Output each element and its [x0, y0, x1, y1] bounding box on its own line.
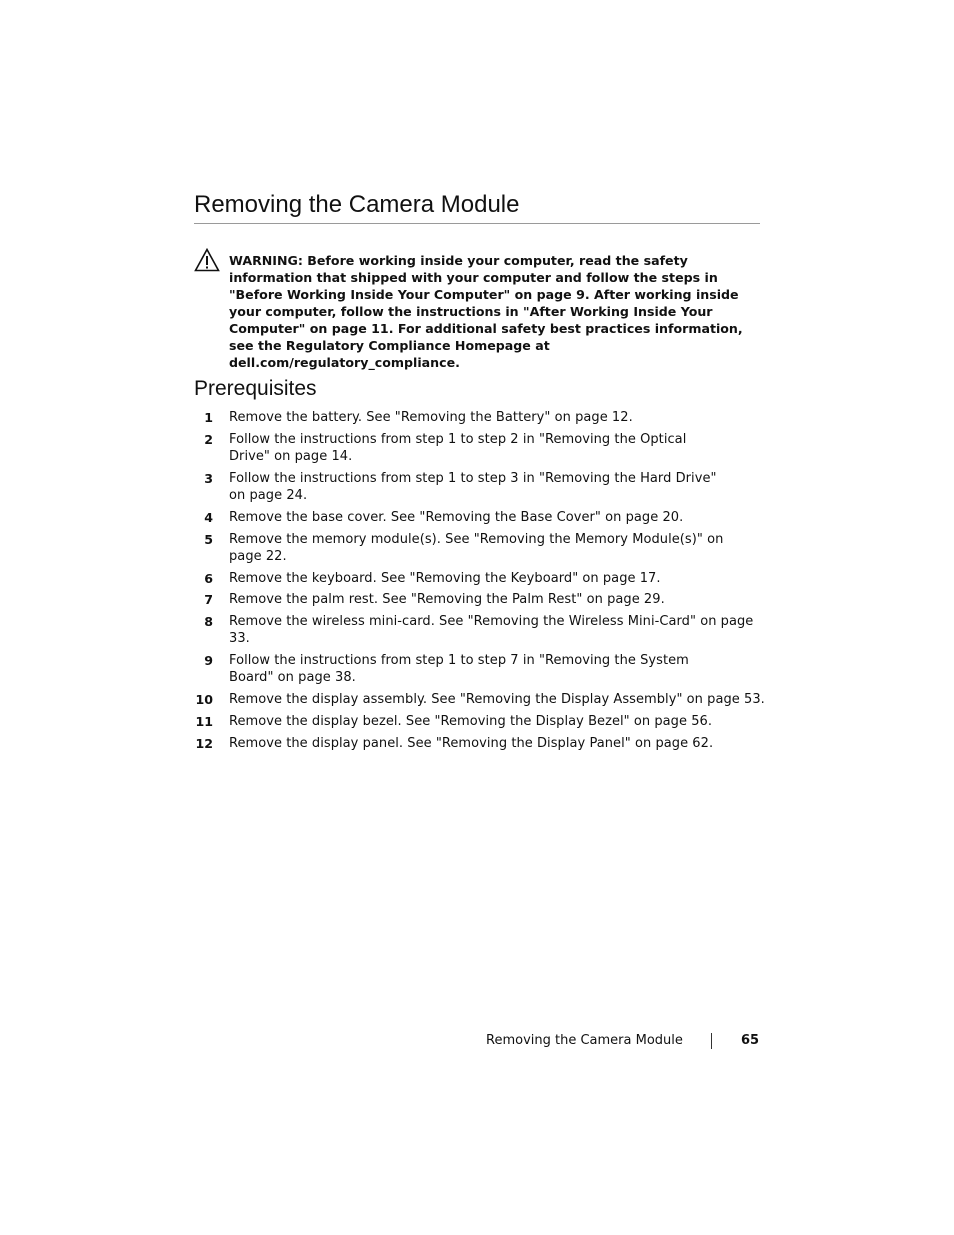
step-text: Remove the base cover. See "Removing the Base Cover" on page 20.: [229, 509, 684, 525]
prerequisite-steps-list: [194, 409, 774, 757]
page-number: 65: [741, 1033, 760, 1048]
step-text: Follow the instructions from step 1 to step 7 in "Removing the System Board" on page 38.: [229, 653, 689, 686]
step-number: 12: [195, 735, 213, 751]
list-item: [194, 409, 774, 426]
list-item: [194, 613, 774, 647]
list-item: [194, 531, 774, 565]
list-item: [194, 591, 774, 608]
list-item: [194, 713, 774, 730]
step-text: Remove the display panel. See "Removing the Display Panel" on page 62.: [229, 735, 714, 751]
list-item: [194, 570, 774, 587]
list-item: [194, 431, 774, 465]
step-number: 10: [195, 692, 213, 708]
step-number: 1: [204, 410, 213, 425]
step-text: Remove the display bezel. See "Removing the Display Bezel" on page 56.: [229, 713, 713, 729]
list-item: [194, 652, 774, 686]
step-text: Remove the memory module(s). See "Removing the Memory Module(s)" on page 22.: [229, 531, 724, 564]
step-text: Remove the battery. See "Removing the Battery" on page 12.: [229, 410, 633, 425]
step-number: 8: [204, 614, 213, 630]
step-number: 7: [204, 592, 213, 608]
footer-divider: [711, 1033, 712, 1049]
step-text: Remove the wireless mini-card. See "Removing the Wireless Mini-Card" on page 33.: [229, 614, 754, 647]
step-number: 6: [204, 570, 213, 586]
warning-triangle-icon: [194, 248, 220, 272]
footer-section-title: Removing the Camera Module: [486, 1033, 683, 1048]
step-number: 9: [204, 653, 213, 669]
step-number: 11: [195, 713, 213, 729]
list-item: [194, 509, 774, 526]
warning-text: WARNING: Before working inside your computer, read the safety information that shipped with your computer and follow the steps in "Before Working Inside Your Computer" on page 9. After working inside your computer, follow the instructions in "After Working Inside Your Computer" on page 11. For additional safety best practices information, see the Regulatory Compliance Homepage at dell.com/regulatory_compliance.: [229, 253, 743, 370]
step-number: 4: [204, 509, 213, 525]
list-item: [194, 691, 774, 708]
title-divider: [194, 223, 760, 224]
step-number: 5: [204, 531, 213, 547]
step-number: 3: [204, 470, 213, 486]
list-item: [194, 735, 774, 752]
step-text: Remove the palm rest. See "Removing the Palm Rest" on page 29.: [229, 592, 665, 608]
step-text: Follow the instructions from step 1 to step 2 in "Removing the Optical Drive" on page 14.: [229, 431, 687, 464]
step-text: Follow the instructions from step 1 to step 3 in "Removing the Hard Drive" on page 24.: [229, 470, 717, 503]
step-text: Remove the display assembly. See "Removing the Display Assembly" on page 53.: [229, 692, 765, 708]
step-text: Remove the keyboard. See "Removing the Keyboard" on page 17.: [229, 570, 661, 586]
page-title: Removing the Camera Module: [194, 191, 520, 218]
section-heading: Prerequisites: [194, 377, 317, 400]
list-item: [194, 470, 774, 504]
step-number: 2: [204, 431, 213, 447]
